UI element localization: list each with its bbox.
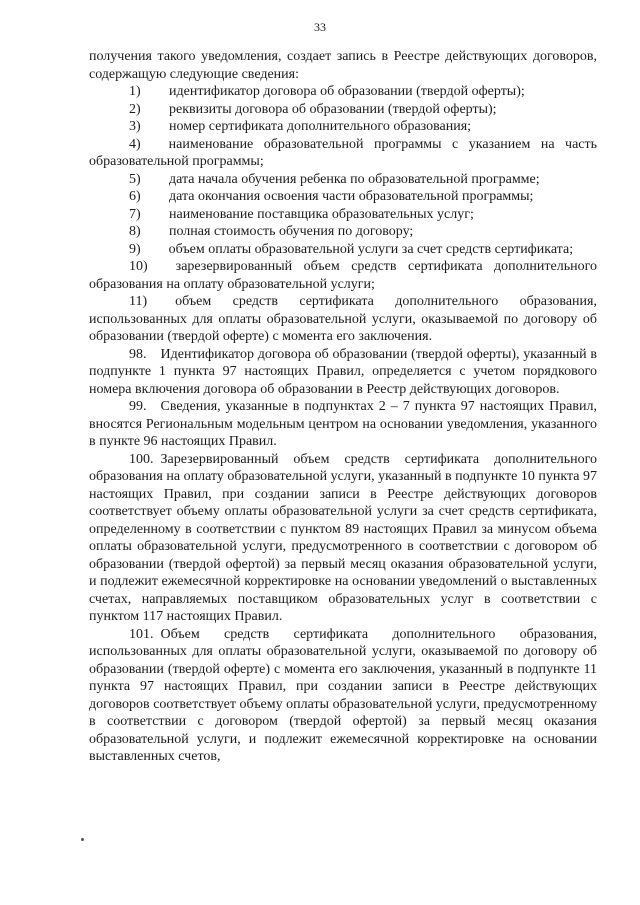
intro-paragraph: получения такого уведомления, создает запись в Реестре действующих договоров, содержащую следующие сведения: <box>89 49 597 82</box>
scan-dot-mark <box>81 838 84 841</box>
section-text: Объем средств сертификата дополнительного образования, использованных для оплаты образовательной услуги, оказываемой по договору об образовании (твердой оферте) с момента его заключения, указанный в подпункте 11 пункта 97 настоящих Правил, при создании записи в Реестре действующих договоров соответствует объему оплаты образовательной услуги, предусмотренному в соответствии с договором (твердой офертой) за первый месяц оказания образовательной услуги, и подлежит ежемесячной корректировке на основании выставленных счетов, <box>89 626 597 764</box>
list-item <box>89 206 597 224</box>
list-item-number: 11) <box>129 294 148 309</box>
section-text: Зарезервированный объем средств сертификата дополнительного образования на оплату образовательной услуги, указанный в подпункте 10 пункта 97 настоящих Правил, при создании записи в Реестре действующих договоров соответствует объему оплаты образовательной услуги за счет средств сертификата, определенному в соответствии с пунктом 89 настоящих Правил за минусом объема оплаты образовательной услуги, предусмотренного в соответствии с договором об образовании (твердой офертой) за первый месяц оказания образовательной услуги, и подлежит ежемесячной корректировке на основании уведомлений о выставленных счетах, направляемых поставщиком образовательных услуг в соответствии с пунктом 117 настоящих Правил. <box>89 451 597 624</box>
list-item-number: 1) <box>129 84 141 99</box>
section-paragraph <box>89 626 597 766</box>
list-item-number: 10) <box>129 259 148 274</box>
list-item-text: дата начала обучения ребенка по образовательной программе; <box>169 171 540 187</box>
list-item-text: идентификатор договора об образовании (твердой оферты); <box>169 84 525 99</box>
list-item-number: 6) <box>129 189 141 204</box>
list-item-text: полная стоимость обучения по договору; <box>169 224 414 239</box>
list-item-text: наименование образовательной программы с указанием на часть образовательной программы; <box>89 136 597 169</box>
list-item <box>89 101 597 119</box>
section-number: 99. <box>129 399 147 414</box>
list-item-number: 4) <box>129 136 141 152</box>
section-number: 98. <box>129 346 147 362</box>
list-item <box>89 136 597 171</box>
list-item-number: 2) <box>129 101 141 117</box>
list-item-text: объем средств сертификата дополнительного образования, использованных для оплаты образовательной услуги, оказываемой по договору об образовании (твердой оферте) с момента его заключения. <box>89 294 597 344</box>
list-item-text: реквизиты договора об образовании (твердой оферты); <box>169 101 497 117</box>
list-item-number: 5) <box>129 171 141 187</box>
section-number: 100. <box>129 451 154 467</box>
section-text: Сведения, указанные в подпунктах 2 – 7 пункта 97 настоящих Правил, вносятся Региональным модельным центром на основании уведомления, указанного в пункте 96 настоящих Правил. <box>89 399 597 449</box>
list-item-number: 8) <box>129 224 141 239</box>
section-paragraph <box>89 398 597 451</box>
list-item <box>89 258 597 293</box>
list-item <box>89 241 597 259</box>
page-number: 33 <box>314 20 326 34</box>
list-item <box>89 223 597 241</box>
document-body <box>89 48 597 766</box>
list-item-number: 7) <box>129 206 141 222</box>
list-item-text: номер сертификата дополнительного образования; <box>169 119 472 134</box>
list-item-text: объем оплаты образовательной услуги за счет средств сертификата; <box>168 241 574 257</box>
list-item-text: зарезервированный объем средств сертификата дополнительного образования на оплату образовательной услуги; <box>89 259 597 292</box>
list-item <box>89 118 597 136</box>
list-item <box>89 188 597 206</box>
list-item <box>89 171 597 189</box>
list-item <box>89 293 597 346</box>
list-item <box>89 83 597 101</box>
list-item-text: дата окончания освоения части образовательной программы; <box>169 189 534 204</box>
section-paragraph <box>89 346 597 399</box>
list-item-text: наименование поставщика образовательных услуг; <box>169 206 474 222</box>
section-number: 101. <box>129 626 154 642</box>
section-text: Идентификатор договора об образовании (твердой оферты), указанный в подпункте 1 пункта 97 настоящих Правил, определяется с учетом порядкового номера включения договора об образовании в Реестр действующих договоров. <box>89 346 597 397</box>
list-item-number: 3) <box>129 119 141 134</box>
section-paragraph <box>89 451 597 626</box>
list-item-number: 9) <box>129 241 141 257</box>
